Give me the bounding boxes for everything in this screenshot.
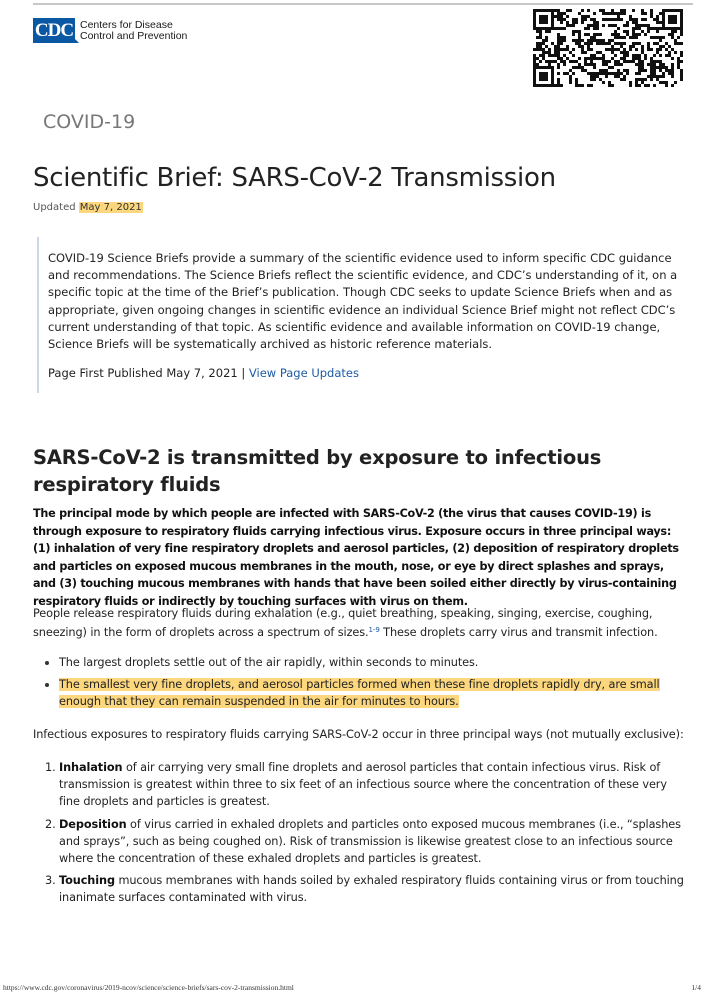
list-item <box>45 816 685 868</box>
lead-paragraph: The principal mode by which people are infected with SARS-CoV-2 (the virus that causes COVID-19) is through exposure to respiratory fluids carrying infectious virus. Exposure occurs in three principal ways: (1) inhalation of very fine respiratory droplets and aerosol particles, (2) deposition of respiratory droplets and particles on exposed mucous membranes in the mouth, nose, or eye by direct splashes and sprays, and (3) touching mucous membranes with hands that have been soiled either directly by virus-containing respiratory fluids or indirectly by touching surfaces with virus on them. <box>33 507 679 608</box>
section-heading: SARS-CoV-2 is transmitted by exposure to infectious respiratory fluids <box>33 446 602 496</box>
qr-code-icon <box>533 9 683 87</box>
list-number: 2. <box>45 817 56 831</box>
list-item <box>45 676 685 710</box>
science-brief-callout <box>37 237 692 393</box>
page-title: Scientific Brief: SARS-CoV-2 Transmission <box>33 163 556 193</box>
list-item <box>45 654 685 671</box>
first-published-text: Page First Published May 7, 2021 | <box>48 366 246 380</box>
cdc-logo-mark: CDC <box>34 20 74 41</box>
logo-line-1: Centers for Disease <box>80 18 173 31</box>
updated-line <box>33 202 143 213</box>
para1-text-after: These droplets carry virus and transmit infection. <box>379 626 658 640</box>
brief-text: COVID-19 Science Briefs provide a summary of the scientific evidence used to inform specific CDC guidance and recommendations. The Science Briefs reflect the scientific evidence, and CDC’s understanding of it, on a specific topic at the time of the Brief’s publication. Though CDC seeks to update Science Briefs when and as appropriate, given ongoing changes in scientific evidence an individual Science Brief might not reflect CDC’s current understanding of that topic. As scientific evidence and available information on COVID-19 change, Science Briefs will be systematically archived as historic reference materials. <box>48 251 678 352</box>
footer-page-number: 1/4 <box>691 983 701 992</box>
list-item <box>45 872 685 906</box>
way-text: of air carrying very small fine droplets and aerosol particles that contain infectious virus. Risk of transmission is greatest within three to six feet of an infectious source where the concentration of these very fine droplets and particles is greatest. <box>59 761 667 809</box>
view-page-updates-link[interactable]: View Page Updates <box>248 366 359 380</box>
bullet-text-highlighted: The smallest very fine droplets, and aerosol particles formed when these fine droplets rapidly dry, are small enough that they can remain suspended in the air for minutes to hours. <box>59 678 660 709</box>
list-number: 3. <box>45 874 56 888</box>
first-published <box>48 366 359 380</box>
list-item <box>45 759 685 811</box>
bullet-text: The largest droplets settle out of the air rapidly, within seconds to minutes. <box>59 656 479 669</box>
exposure-ways-intro: Infectious exposures to respiratory fluids carrying SARS-CoV-2 occur in three principal ways (not mutually exclusive): <box>33 728 684 741</box>
para1-text: People release respiratory fluids during exhalation (e.g., quiet breathing, speaking, singing, exercise, coughing, sneezing) in the form of droplets across a spectrum of sizes. <box>33 607 653 640</box>
cdc-logo[interactable] <box>33 17 187 44</box>
updated-label: Updated <box>33 202 76 213</box>
exposure-ways-list <box>45 759 685 912</box>
way-term: Touching <box>59 874 115 888</box>
droplet-bullets <box>45 654 685 716</box>
top-rule <box>33 3 693 5</box>
updated-date: May 7, 2021 <box>79 202 142 213</box>
list-number: 1. <box>45 761 56 774</box>
reference-link[interactable]: 1-9 <box>368 626 380 635</box>
cdc-logo-text <box>80 20 187 42</box>
way-text: mucous membranes with hands soiled by exhaled respiratory fluids containing virus or from touching inanimate surfaces contaminated with virus. <box>59 874 684 905</box>
way-term: Deposition <box>59 817 127 831</box>
respiratory-fluids-paragraph <box>33 605 688 641</box>
footer-url: https://www.cdc.gov/coronavirus/2019-ncov/science/science-briefs/sars-cov-2-transmission.html <box>3 983 294 992</box>
way-term: Inhalation <box>59 761 123 774</box>
section-label: COVID-19 <box>43 111 136 133</box>
logo-line-2: Control and Prevention <box>80 29 188 42</box>
way-text: of virus carried in exhaled droplets and particles onto exposed mucous membranes (i.e., “splashes and sprays”, such as being coughed on). Risk of transmission is likewise greatest close to an infectious source where the concentration of these exhaled droplets and particles is greatest. <box>59 817 681 866</box>
